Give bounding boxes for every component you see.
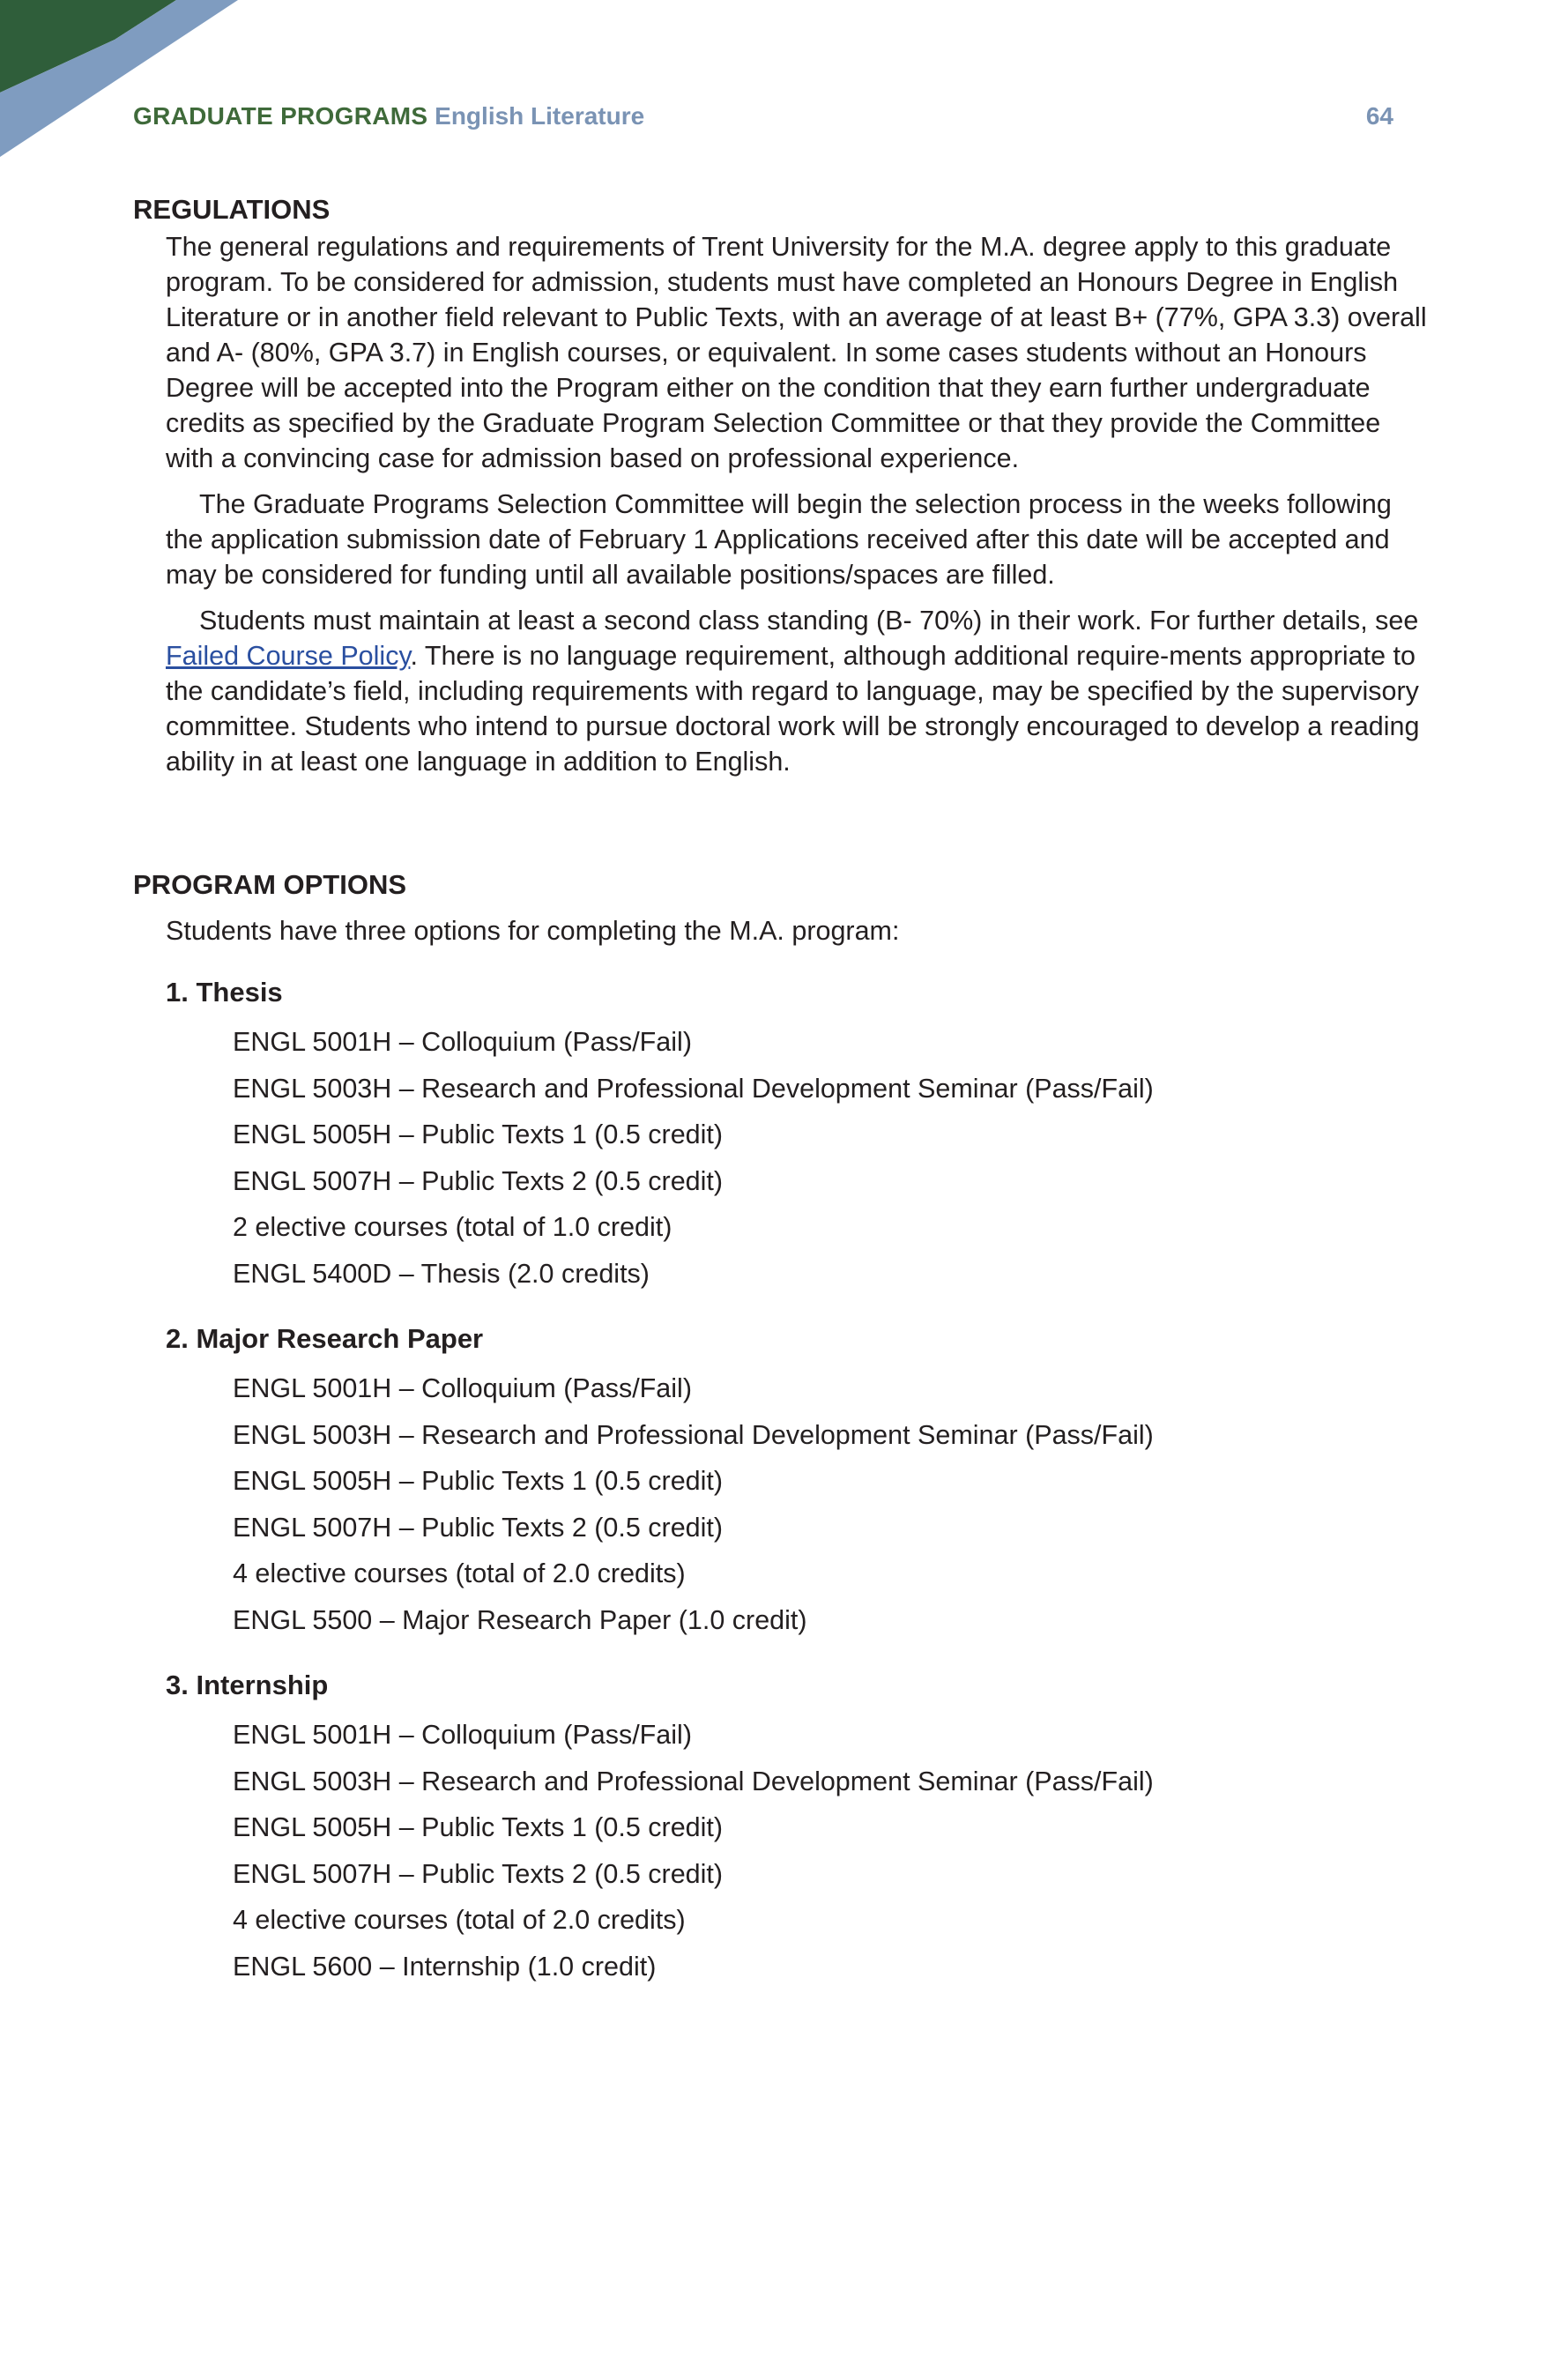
course-item: ENGL 5007H – Public Texts 2 (0.5 credit) [233, 1512, 724, 1543]
course-item: ENGL 5001H – Colloquium (Pass/Fail) [233, 1720, 692, 1750]
course-item: ENGL 5005H – Public Texts 1 (0.5 credit) [233, 1119, 724, 1149]
option-internship [166, 1666, 1429, 1990]
paragraph-3-text-end: . There is no language requirement, although additional require-ments appropriate to the candidate’s field, including requirements with regard to language, may be specified by the supervisory committee. Students who intend to pursue doctoral work will be strongly encouraged to develop a reading ability in at least one language in addition to English. [166, 641, 1420, 777]
option-title: 1. Thesis [166, 977, 283, 1008]
course-item: ENGL 5600 – Internship (1.0 credit) [233, 1951, 657, 1982]
course-item: 4 elective courses (total of 2.0 credits) [233, 1558, 686, 1588]
course-item: ENGL 5007H – Public Texts 2 (0.5 credit) [233, 1858, 724, 1889]
course-item: ENGL 5003H – Research and Professional Development Seminar (Pass/Fail) [233, 1419, 1154, 1450]
page-content [133, 190, 1429, 1990]
course-item: ENGL 5003H – Research and Professional Development Seminar (Pass/Fail) [233, 1766, 1154, 1796]
regulations-paragraph-3 [166, 603, 1429, 779]
course-item: ENGL 5001H – Colloquium (Pass/Fail) [233, 1373, 692, 1403]
course-item: ENGL 5007H – Public Texts 2 (0.5 credit) [233, 1165, 724, 1196]
course-item: ENGL 5005H – Public Texts 1 (0.5 credit) [233, 1812, 724, 1842]
course-item: ENGL 5500 – Major Research Paper (1.0 credit) [233, 1604, 807, 1635]
corner-decoration [0, 0, 247, 159]
option-major-research-paper [166, 1320, 1429, 1643]
failed-course-policy-link[interactable]: Failed Course Policy [166, 641, 411, 671]
course-list [233, 1019, 1429, 1297]
paragraph-3-text-start: Students must maintain at least a second class standing (B- 70%) in their work. For further details, see [199, 606, 1419, 636]
page-header [133, 99, 1393, 134]
course-item: 2 elective courses (total of 1.0 credit) [233, 1212, 672, 1242]
regulations-paragraph-1: The general regulations and requirements of Trent University for the M.A. degree apply to this graduate program. To be considered for admission, students must have completed an Honours Degree in English Literature or in another field relevant to Public Texts, with an average of at least B+ (77%, GPA 3.3) overall and A- (80%, GPA 3.7) in English courses, or equivalent. In some cases students without an Honours Degree will be accepted into the Program either on the condition that they earn further undergraduate credits as specified by the Graduate Program Selection Committee or that they provide the Committee with a convincing case for admission based on professional experience. [166, 232, 1427, 473]
course-item: ENGL 5005H – Public Texts 1 (0.5 credit) [233, 1466, 724, 1496]
header-subsection: English Literature [435, 102, 645, 130]
course-item: ENGL 5400D – Thesis (2.0 credits) [233, 1258, 650, 1289]
course-item: ENGL 5003H – Research and Professional Development Seminar (Pass/Fail) [233, 1073, 1154, 1104]
regulations-heading: REGULATIONS [133, 194, 331, 225]
page-number: 64 [1365, 102, 1393, 130]
option-thesis [166, 973, 1429, 1297]
header-section: GRADUATE PROGRAMS [133, 102, 428, 130]
regulations-body [166, 229, 1429, 779]
course-list [233, 1365, 1429, 1643]
course-item: ENGL 5001H – Colloquium (Pass/Fail) [233, 1027, 692, 1057]
program-options-intro: Students have three options for completing the M.A. program: [166, 916, 900, 946]
option-title: 2. Major Research Paper [166, 1323, 484, 1354]
program-options-heading: PROGRAM OPTIONS [133, 869, 407, 900]
course-list [233, 1712, 1429, 1990]
regulations-paragraph-2: The Graduate Programs Selection Committee will begin the selection process in the weeks following the application submission date of February 1 Applications received after this date will be accepted and may be considered for funding until all available positions/spaces are filled. [166, 489, 1392, 590]
course-item: 4 elective courses (total of 2.0 credits) [233, 1905, 686, 1935]
option-title: 3. Internship [166, 1670, 329, 1700]
